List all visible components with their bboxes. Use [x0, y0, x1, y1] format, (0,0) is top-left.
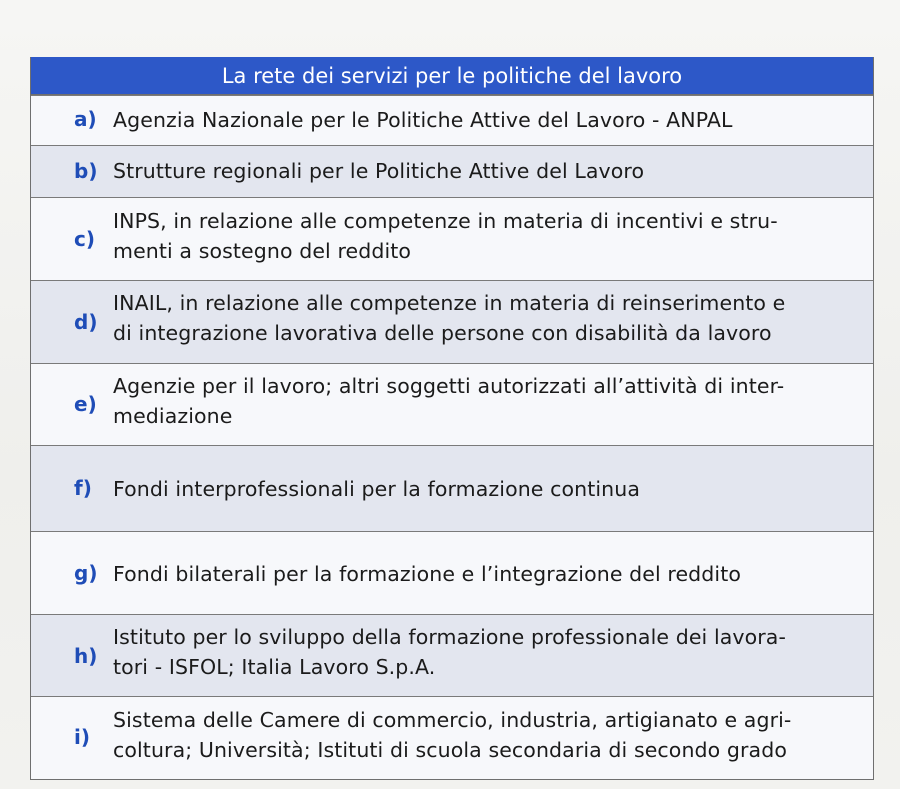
row-text-line: Istituto per lo sviluppo della formazione professionale dei lavora-	[113, 625, 786, 649]
row-text	[113, 705, 861, 765]
row-text	[113, 206, 861, 266]
table-row	[31, 531, 873, 614]
row-text	[113, 474, 861, 504]
row-text-line: menti a sostegno del reddito	[113, 239, 412, 263]
row-letter: i)	[74, 725, 90, 749]
row-text-line: coltura; Università; Istituti di scuola secondaria di secondo grado	[113, 738, 787, 762]
row-letter: b)	[74, 159, 98, 183]
table-row	[31, 614, 873, 696]
table-row	[31, 145, 873, 197]
row-text-line: Strutture regionali per le Politiche Attive del Lavoro	[113, 159, 645, 183]
row-text	[113, 288, 861, 348]
table-row	[31, 197, 873, 280]
row-text	[113, 105, 861, 135]
table-row	[31, 696, 873, 779]
row-text-line: Fondi bilaterali per la formazione e l’integrazione del reddito	[113, 562, 741, 586]
row-text-line: Sistema delle Camere di commercio, industria, artigianato e agri-	[113, 708, 792, 732]
row-letter: g)	[74, 561, 98, 585]
row-text-line: INPS, in relazione alle competenze in materia di incentivi e stru-	[113, 209, 778, 233]
table-row	[31, 280, 873, 363]
row-text-line: di integrazione lavorativa delle persone con disabilità da lavoro	[113, 321, 772, 345]
row-letter: h)	[74, 644, 98, 668]
row-text-line: Fondi interprofessionali per la formazione continua	[113, 477, 641, 501]
row-letter: c)	[74, 227, 95, 251]
table-row	[31, 95, 873, 145]
row-letter: d)	[74, 310, 98, 334]
row-text	[113, 371, 861, 431]
table-row	[31, 445, 873, 531]
table-row	[31, 363, 873, 445]
row-letter: a)	[74, 107, 97, 131]
row-text-line: Agenzie per il lavoro; altri soggetti autorizzati all’attività di inter-	[113, 374, 785, 398]
row-text-line: tori - ISFOL; Italia Lavoro S.p.A.	[113, 655, 436, 679]
row-letter: e)	[74, 392, 97, 416]
row-text-line: Agenzia Nazionale per le Politiche Attive del Lavoro - ANPAL	[113, 108, 733, 132]
row-text-line: INAIL, in relazione alle competenze in materia di reinserimento e	[113, 291, 786, 315]
table-title: La rete dei servizi per le politiche del lavoro	[31, 57, 873, 95]
row-text	[113, 156, 861, 186]
row-text	[113, 622, 861, 682]
row-text	[113, 559, 861, 589]
services-table	[30, 57, 874, 780]
row-letter: f)	[74, 476, 92, 500]
row-text-line: mediazione	[113, 404, 233, 428]
